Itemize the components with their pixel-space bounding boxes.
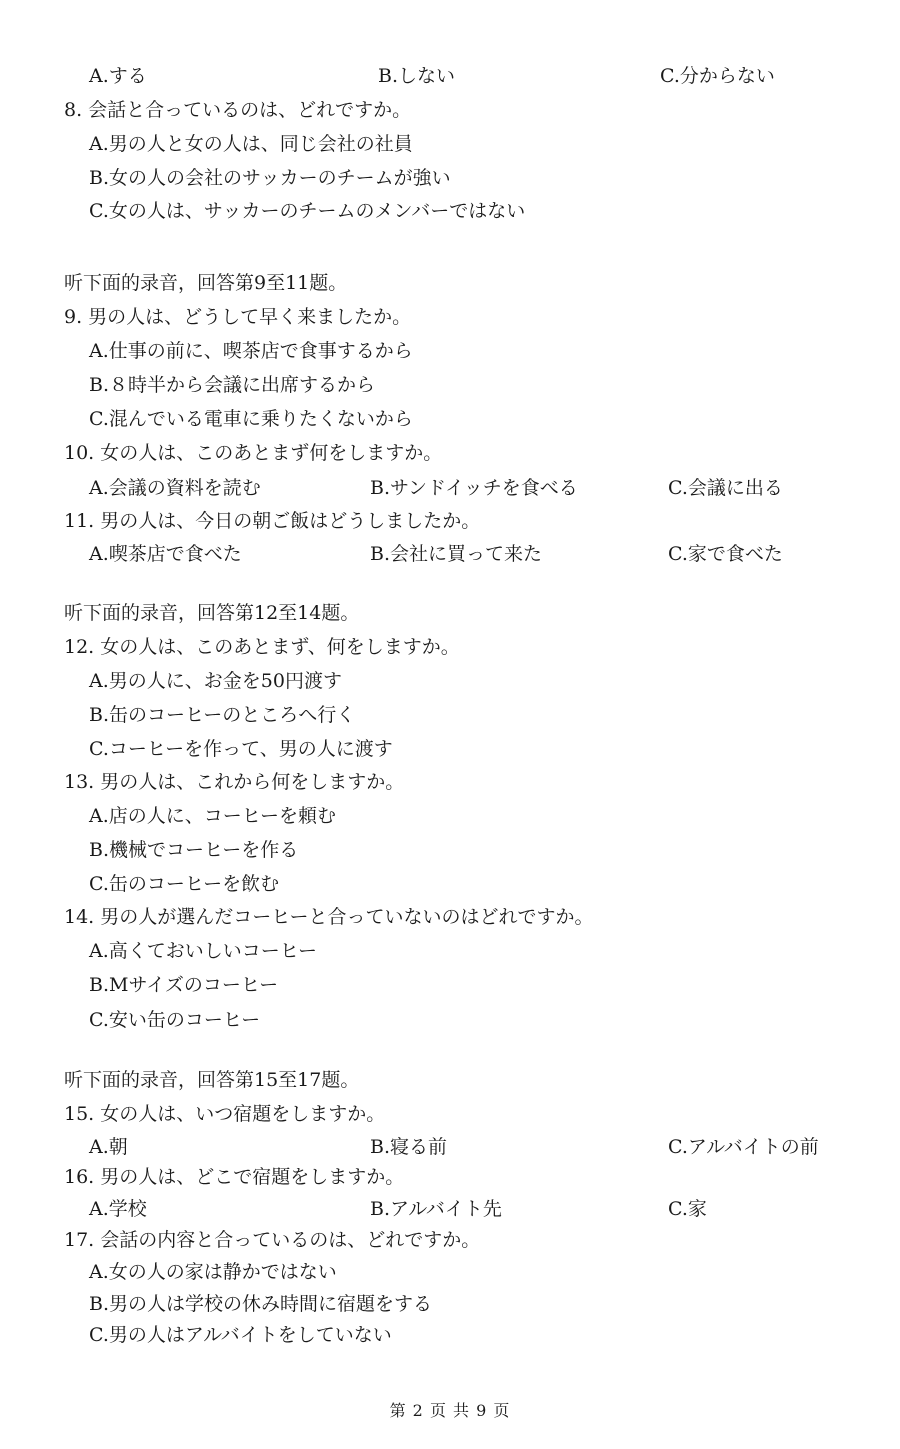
q16-option-c: C.家 (668, 1198, 707, 1220)
q9-option-a: A.仕事の前に、喫茶店で食事するから (89, 340, 413, 362)
q7-option-a: A.する (89, 65, 147, 87)
q7-option-b: B.しない (378, 65, 456, 87)
q9-option-b: B.８時半から会議に出席するから (89, 374, 376, 396)
q9-option-c: C.混んでいる電車に乗りたくないから (89, 408, 413, 430)
q11-option-a: A.喫茶店で食べた (89, 543, 242, 565)
q8-option-b: B.女の人の会社のサッカーのチームが強い (89, 167, 451, 189)
q15-option-b: B.寝る前 (370, 1136, 448, 1158)
q16-stem: 16. 男の人は、どこで宿題をしますか。 (64, 1166, 405, 1188)
q17-option-a: A.女の人の家は静かではない (89, 1261, 337, 1283)
q10-option-a: A.会議の資料を読む (89, 477, 261, 499)
q10-stem: 10. 女の人は、このあとまず何をしますか。 (64, 442, 443, 464)
q13-option-a: A.店の人に、コーヒーを頼む (89, 805, 337, 827)
q9-stem: 9. 男の人は、どうして早く来ましたか。 (64, 306, 412, 328)
q8-stem: 8. 会話と合っているのは、どれですか。 (64, 99, 412, 121)
q13-stem: 13. 男の人は、これから何をしますか。 (64, 771, 405, 793)
q10-option-b: B.サンドイッチを食べる (370, 477, 578, 499)
q17-stem: 17. 会話の内容と合っているのは、どれですか。 (64, 1229, 481, 1251)
q8-option-a: A.男の人と女の人は、同じ会社の社員 (89, 133, 413, 155)
q16-option-a: A.学校 (89, 1198, 147, 1220)
q14-stem: 14. 男の人が選んだコーヒーと合っていないのはどれですか。 (64, 906, 594, 928)
q7-option-c: C.分からない (660, 65, 775, 87)
q11-option-c: C.家で食べた (668, 543, 783, 565)
page-number-footer: 第 2 页 共 9 页 (389, 1401, 511, 1420)
q12-option-b: B.缶のコーヒーのところへ行く (89, 704, 356, 726)
q11-stem: 11. 男の人は、今日の朝ご飯はどうしましたか。 (64, 510, 481, 532)
q15-option-c: C.アルバイトの前 (668, 1136, 819, 1158)
q14-option-c: C.安い缶のコーヒー (89, 1009, 261, 1031)
section-heading-9-11: 听下面的录音，回答第9至11题。 (64, 272, 348, 294)
q14-option-b: B.Mサイズのコーヒー (89, 974, 279, 996)
q15-option-a: A.朝 (89, 1136, 128, 1158)
q12-option-c: C.コーヒーを作って、男の人に渡す (89, 738, 393, 760)
q11-option-b: B.会社に買って来た (370, 543, 543, 565)
q8-option-c: C.女の人は、サッカーのチームのメンバーではない (89, 200, 526, 222)
q12-stem: 12. 女の人は、このあとまず、何をしますか。 (64, 636, 460, 658)
section-heading-15-17: 听下面的录音，回答第15至17题。 (64, 1069, 360, 1091)
q17-option-b: B.男の人は学校の休み時間に宿題をする (89, 1293, 433, 1315)
q17-option-c: C.男の人はアルバイトをしていない (89, 1324, 392, 1346)
section-heading-12-14: 听下面的录音，回答第12至14题。 (64, 602, 360, 624)
q15-stem: 15. 女の人は、いつ宿題をしますか。 (64, 1103, 386, 1125)
q16-option-b: B.アルバイト先 (370, 1198, 502, 1220)
q12-option-a: A.男の人に、お金を50円渡す (89, 670, 342, 692)
q14-option-a: A.高くておいしいコーヒー (89, 940, 318, 962)
q10-option-c: C.会議に出る (668, 477, 783, 499)
q13-option-c: C.缶のコーヒーを飲む (89, 873, 280, 895)
q13-option-b: B.機械でコーヒーを作る (89, 839, 299, 861)
